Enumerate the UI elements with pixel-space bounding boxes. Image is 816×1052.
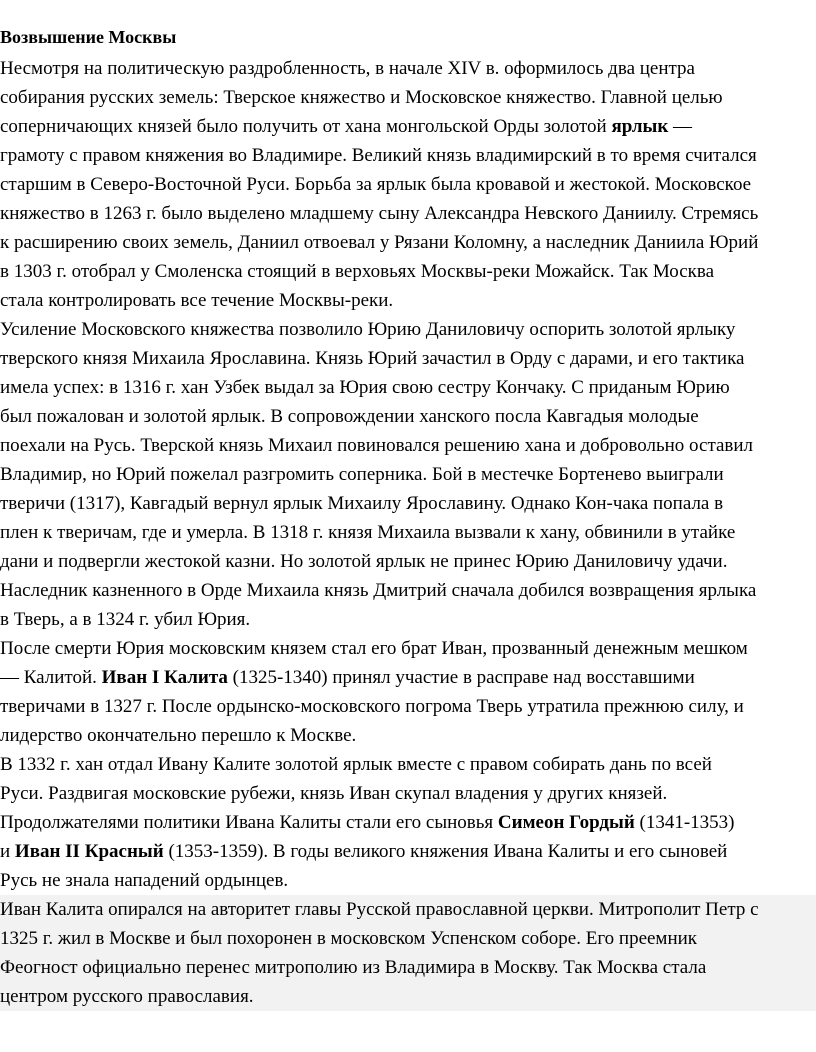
- text-line: [0, 837, 816, 866]
- text-line: [0, 576, 816, 605]
- text-run: дани и подвергли жестокой казни. Но золотой ярлык не принес Юрию Даниловичу удачи.: [0, 551, 728, 572]
- text-line: [0, 344, 816, 373]
- text-line: [0, 112, 816, 141]
- document-page: [0, 20, 816, 1011]
- text-run: центром русского православия.: [0, 986, 254, 1007]
- text-line: [0, 547, 816, 576]
- text-line: [0, 460, 816, 489]
- text-run: грамоту с правом княжения во Владимире. Великий князь владимирский в то время считался: [0, 145, 757, 166]
- text-line: [0, 431, 816, 460]
- text-line: [0, 518, 816, 547]
- paragraph: [0, 54, 816, 315]
- text-line: [0, 83, 816, 112]
- text-run: лидерство окончательно перешло к Москве.: [0, 725, 357, 746]
- bold-term: ярлык: [611, 116, 669, 137]
- text-line: [0, 866, 816, 895]
- text-run: собирания русских земель: Тверское княжество и Московское княжество. Главной целью: [0, 87, 723, 108]
- text-run: в 1303 г. отобрал у Смоленска стоящий в верховьях Москвы-реки Можайск. Так Москва: [0, 261, 715, 282]
- text-run: тверичами в 1327 г. После ордынско-московского погрома Тверь утратила прежнюю силу, и: [0, 696, 744, 717]
- text-run: (1353-1359). В годы великого княжения Ивана Калиты и его сыновей: [163, 841, 728, 862]
- text-line: [0, 141, 816, 170]
- text-line: [0, 373, 816, 402]
- text-run: имела успех: в 1316 г. хан Узбек выдал за Юрия свою сестру Кончаку. С приданым Юрию: [0, 377, 730, 398]
- text-line: [0, 692, 816, 721]
- text-line: [0, 605, 816, 634]
- text-run: был пожалован и золотой ярлык. В сопровождении ханского посла Кавгадыя молодые: [0, 406, 699, 427]
- text-run: Русь не знала нападений ордынцев.: [0, 870, 289, 891]
- text-run: Феогност официально перенес митрополию из Владимира в Москву. Так Москва стала: [0, 957, 707, 978]
- document-title: Возвышение Москвы: [0, 27, 177, 47]
- text-line: [0, 924, 816, 953]
- text-line: [0, 54, 816, 83]
- text-run: к расширению своих земель, Даниил отвоевал у Рязани Коломну, а наследник Даниила Юрий: [0, 232, 759, 253]
- text-run: тверского князя Михаила Ярославина. Князь Юрий зачастил в Орду с дарами, и его тактика: [0, 348, 745, 369]
- text-line: [0, 199, 816, 228]
- bold-term: Иван II Красный: [14, 841, 164, 862]
- text-run: Иван Калита опирался на авторитет главы Русской православной церкви. Митрополит Петр с: [0, 899, 759, 920]
- text-line: [0, 170, 816, 199]
- text-run: и: [0, 841, 15, 862]
- text-run: плен к тверичам, где и умерла. В 1318 г. князя Михаила вызвали к хану, обвинили в утайке: [0, 522, 736, 543]
- text-run: — Калитой.: [0, 667, 102, 688]
- bold-term: Иван I Калита: [101, 667, 228, 688]
- text-line: [0, 808, 816, 837]
- text-run: Продолжателями политики Ивана Калиты стали его сыновья: [0, 812, 498, 833]
- text-run: После смерти Юрия московским князем стал его брат Иван, прозванный денежным мешком: [0, 638, 748, 659]
- text-run: —: [668, 116, 693, 137]
- text-run: стала контролировать все течение Москвы-реки.: [0, 290, 394, 311]
- text-line: [0, 228, 816, 257]
- text-run: Усиление Московского княжества позволило Юрию Даниловичу оспорить золотой ярлыку: [0, 319, 736, 340]
- text-run: Несмотря на политическую раздробленность, в начале XIV в. оформилось два центра: [0, 58, 695, 79]
- paragraph: [0, 634, 816, 750]
- text-run: поехали на Русь. Тверской князь Михаил повиновался решению хана и добровольно оставил: [0, 435, 754, 456]
- bold-term: Симеон Гордый: [497, 812, 635, 833]
- text-line: [0, 663, 816, 692]
- text-line: [0, 402, 816, 431]
- text-run: тверичи (1317), Кавгадый вернул ярлык Михаилу Ярославину. Однако Кон-чака попала в: [0, 493, 724, 514]
- text-line: [0, 286, 816, 315]
- paragraph: [0, 750, 816, 895]
- text-run: Руси. Раздвигая московские рубежи, князь Иван скупал владения у других князей.: [0, 783, 668, 804]
- text-line: [0, 779, 816, 808]
- document-body: [0, 54, 816, 1011]
- text-line: [0, 634, 816, 663]
- text-run: 1325 г. жил в Москве и был похоронен в московском Успенском соборе. Его преемник: [0, 928, 698, 949]
- paragraph: [0, 315, 816, 634]
- text-line: [0, 895, 816, 924]
- text-run: соперничающих князей было получить от хана монгольской Орды золотой: [0, 116, 612, 137]
- text-run: Владимир, но Юрий пожелал разгромить соперника. Бой в местечке Бортенево выиграли: [0, 464, 724, 485]
- text-line: [0, 953, 816, 982]
- text-run: (1325-1340) принял участие в расправе над восставшими: [227, 667, 695, 688]
- text-run: княжество в 1263 г. было выделено младшему сыну Александра Невского Даниилу. Стремясь: [0, 203, 759, 224]
- paragraph: [0, 895, 816, 1011]
- text-line: [0, 721, 816, 750]
- text-line: [0, 489, 816, 518]
- text-line: [0, 982, 816, 1011]
- text-line: [0, 315, 816, 344]
- text-line: [0, 750, 816, 779]
- text-run: старшим в Северо-Восточной Руси. Борьба за ярлык была кровавой и жестокой. Московское: [0, 174, 752, 195]
- text-run: в Тверь, а в 1324 г. убил Юрия.: [0, 609, 251, 630]
- text-run: (1341-1353): [634, 812, 735, 833]
- text-run: В 1332 г. хан отдал Ивану Калите золотой ярлык вместе с правом собирать дань по всей: [0, 754, 712, 775]
- text-line: [0, 257, 816, 286]
- text-run: Наследник казненного в Орде Михаила князь Дмитрий сначала добился возвращения ярлыка: [0, 580, 757, 601]
